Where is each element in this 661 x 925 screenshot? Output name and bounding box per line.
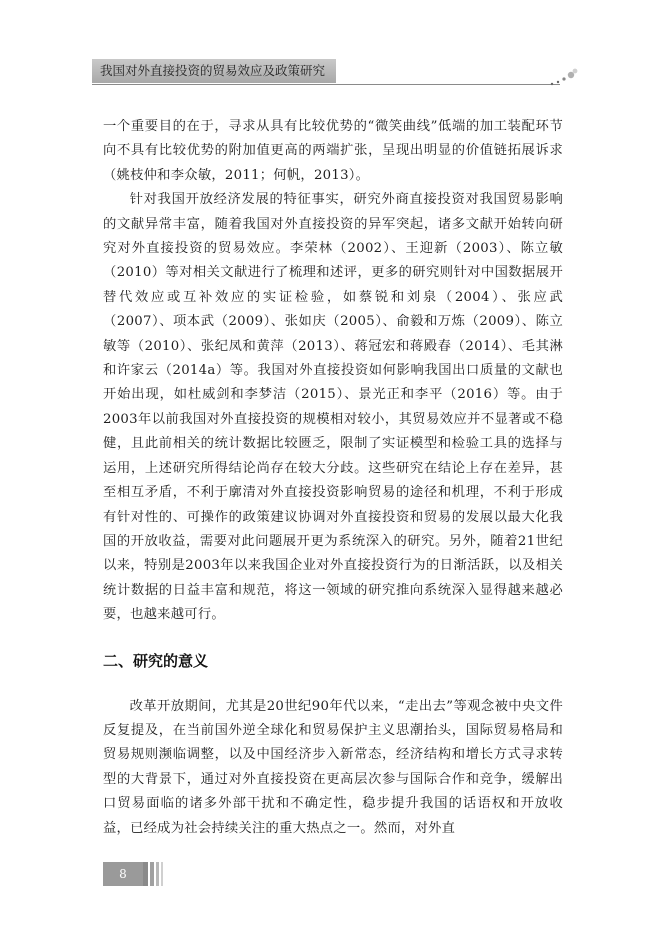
paragraph-3: 改革开放期间，尤其是20世纪90年代以来，“走出去”等观念被中央文件反复提及，在当前国外逆全球化和贸易保护主义思潮抬头，国际贸易格局和贸易规则濒临调整，以及中国经济步入新常态，经济结构和增长方式寻求转型的大背景下，通过对外直接投资在更高层次参与国际合作和竞争，缓解出口贸易面临的诸多外部干扰和不确定性，稳步提升我国的话语权和开放收益，已经成为社会持续关注的重大热点之一。然而，对外直 xyxy=(103,698,563,836)
header-rule xyxy=(92,84,560,85)
paragraph-2: 针对我国开放经济发展的特征事实，研究外商直接投资对我国贸易影响的文献异常丰富，随着我国对外直接投资的异军突起，诸多文献开始转向研究对外直接投资的贸易效应。李荣林（2002）、王迎新（2003）、陈立敏（2010）等对相关文献进行了梳理和述评，更多的研究则针对中国数据展开替代效应或互补效应的实证检验，如蔡锐和刘泉（2004）、张应武（2007）、项本武（2009）、张如庆（2005）、俞毅和万炼（2009）、陈立敏等（2010）、张纪凤和黄萍（2013）、蒋冠宏和蒋殿春（2014）、毛其淋和许家云（2014a）等。我国对外直接投资如何影响我国出口质量的文献也开始出现，如杜威剑和李梦洁（2015）、景光正和李平（2016）等。由于2003年以前我国对外直接投资的规模相对较小，其贸易效应并不显著或不稳健，且此前相关的统计数据比较匮乏，限制了实证模型和检验工具的选择与运用，上述研究所得结论尚存在较大分歧。这些研究在结论上存在差异，甚至相互矛盾，不利于廓清对外直接投资影响贸易的途径和机理，不利于形成有针对性的、可操作的政策建议协调对外直接投资和贸易的发展以最大化我国的开放收益，需要对此问题展开更为系统深入的研究。另外，随着21世纪以来，特别是2003年以来我国企业对外直接投资行为的日渐活跃，以及相关统计数据的日益丰富和规范，将这一领域的研究推向系统深入显得越来越必要，也越来越可行。 xyxy=(103,192,563,623)
body-text xyxy=(103,115,563,841)
header-ornament-icon xyxy=(540,62,580,88)
section-heading: 二、研究的意义 xyxy=(103,651,209,670)
page-number-stripes-icon xyxy=(143,862,165,886)
running-header-title: 我国对外直接投资的贸易效应及政策研究 xyxy=(100,63,326,78)
paragraph-1: 一个重要目的在于，寻求从具有比较优势的“微笑曲线”低端的加工装配环节向不具有比较优势的附加值更高的两端扩张，呈现出明显的价值链拓展诉求（姚枝仲和李众敏，2011；何帆，2013）。 xyxy=(103,119,563,183)
page-number: 8 xyxy=(103,862,143,886)
